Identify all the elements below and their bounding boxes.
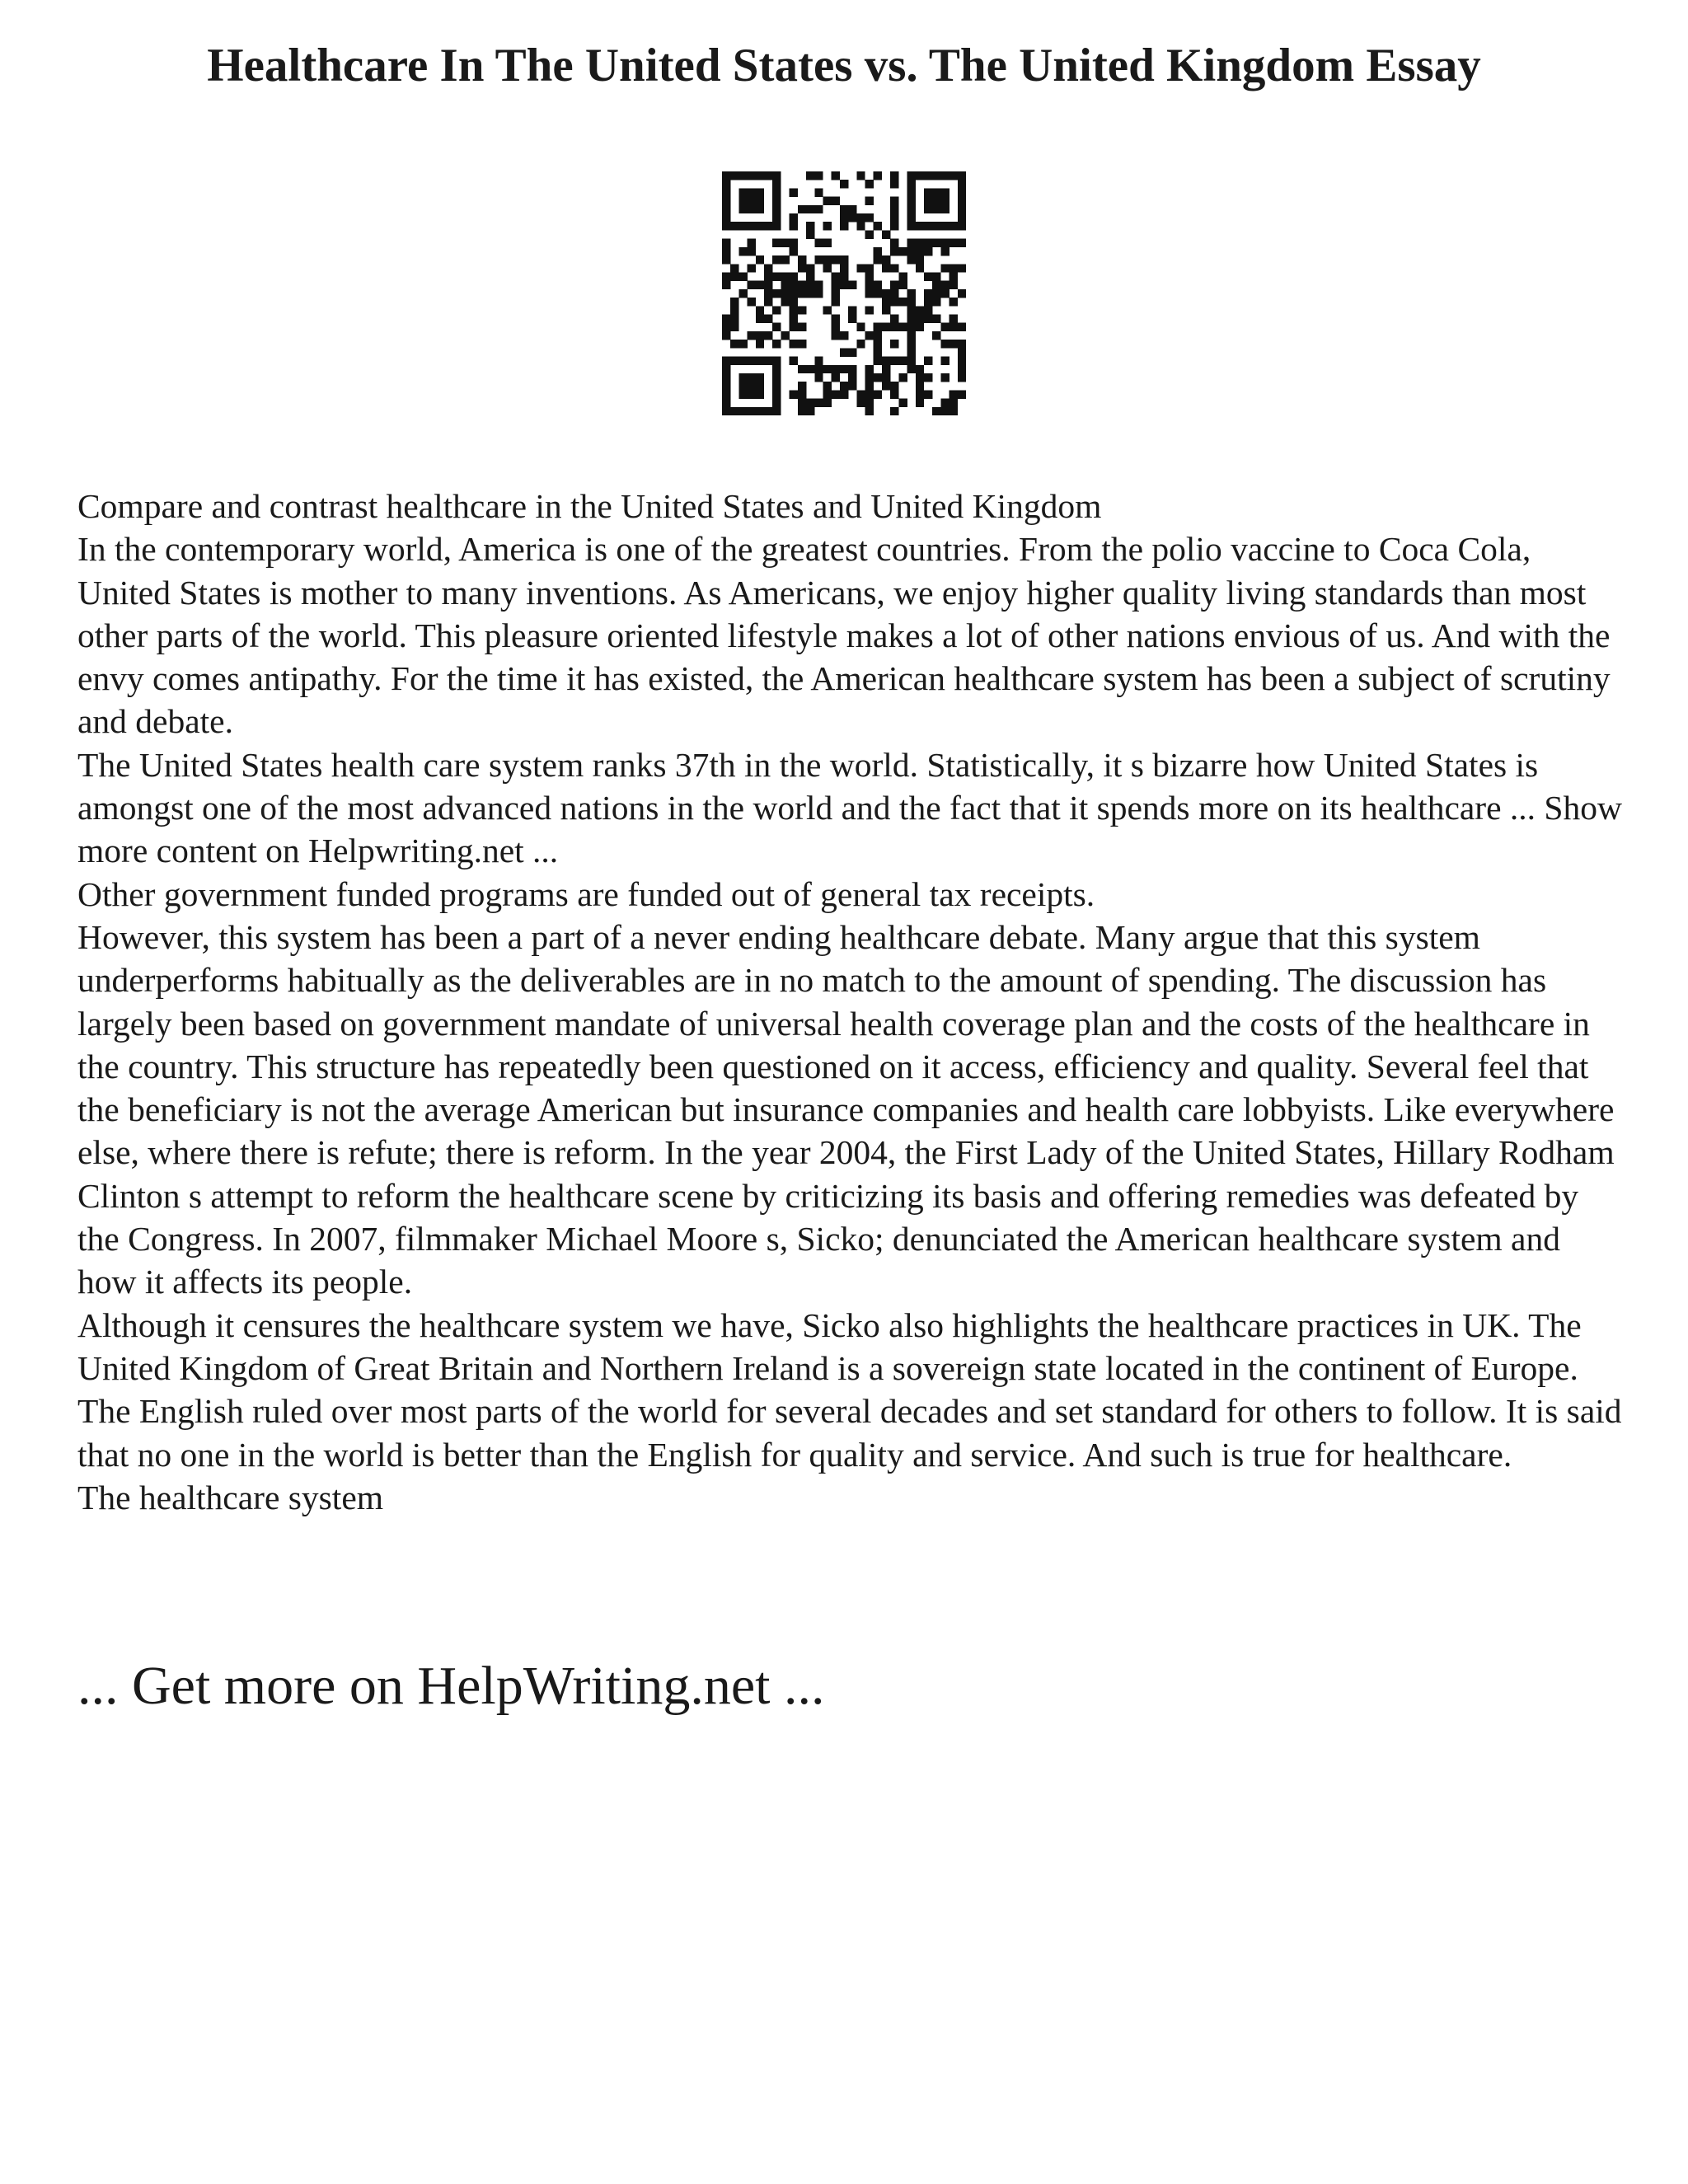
essay-body xyxy=(77,485,1627,1519)
essay-paragraph: The United States health care system ranks 37th in the world. Statistically, it s bizarre how United States is amongst one of the most advanced nations in the world and the fact that it spends more on its healthcare ... Show more content on Helpwriting.net ... xyxy=(77,745,1622,870)
essay-paragraph: However, this system has been a part of a never ending healthcare debate. Many argue that this system underperforms habitually as the deliverables are in no match to the amount of spending. The discussion has largely been based on government mandate of universal health coverage plan and the costs of the healthcare in the country. This structure has repeatedly been questioned on it access, efficiency and quality. Several feel that the beneficiary is not the average American but insurance companies and health care lobbyists. Like everywhere else, where there is refute; there is reform. In the year 2004, the First Lady of the United States, Hillary Rodham Clinton s attempt to reform the healthcare scene by criticizing its basis and offering remedies was defeated by the Congress. In 2007, filmmaker Michael Moore s, Sicko; denunciated the American healthcare system and how it affects its people. xyxy=(77,917,1615,1301)
essay-heading-line: Compare and contrast healthcare in the United States and United Kingdom xyxy=(77,487,1102,525)
essay-paragraph: Other government funded programs are funded out of general tax receipts. xyxy=(77,874,1095,913)
page-title: Healthcare In The United States vs. The United Kingdom Essay xyxy=(207,40,1481,91)
get-more-link[interactable]: ... Get more on HelpWriting.net ... xyxy=(77,1656,825,1716)
essay-paragraph: Although it censures the healthcare system we have, Sicko also highlights the healthcare practices in UK. The United Kingdom of Great Britain and Northern Ireland is a sovereign state located in the continent of Europe. The English ruled over most parts of the world for several decades and set standard for others to follow. It is said that no one in the world is better than the English for quality and service. And such is true for healthcare. xyxy=(77,1305,1622,1474)
essay-paragraph: In the contemporary world, America is one of the greatest countries. From the polio vaccine to Coca Cola, United States is mother to many inventions. As Americans, we enjoy higher quality living standards than most other parts of the world. This pleasure oriented lifestyle makes a lot of other nations envious of us. And with the envy comes antipathy. For the time it has existed, the American healthcare system has been a subject of scrutiny and debate. xyxy=(77,530,1611,741)
qr-code-icon xyxy=(722,171,966,415)
essay-paragraph: The healthcare system xyxy=(77,1478,384,1516)
